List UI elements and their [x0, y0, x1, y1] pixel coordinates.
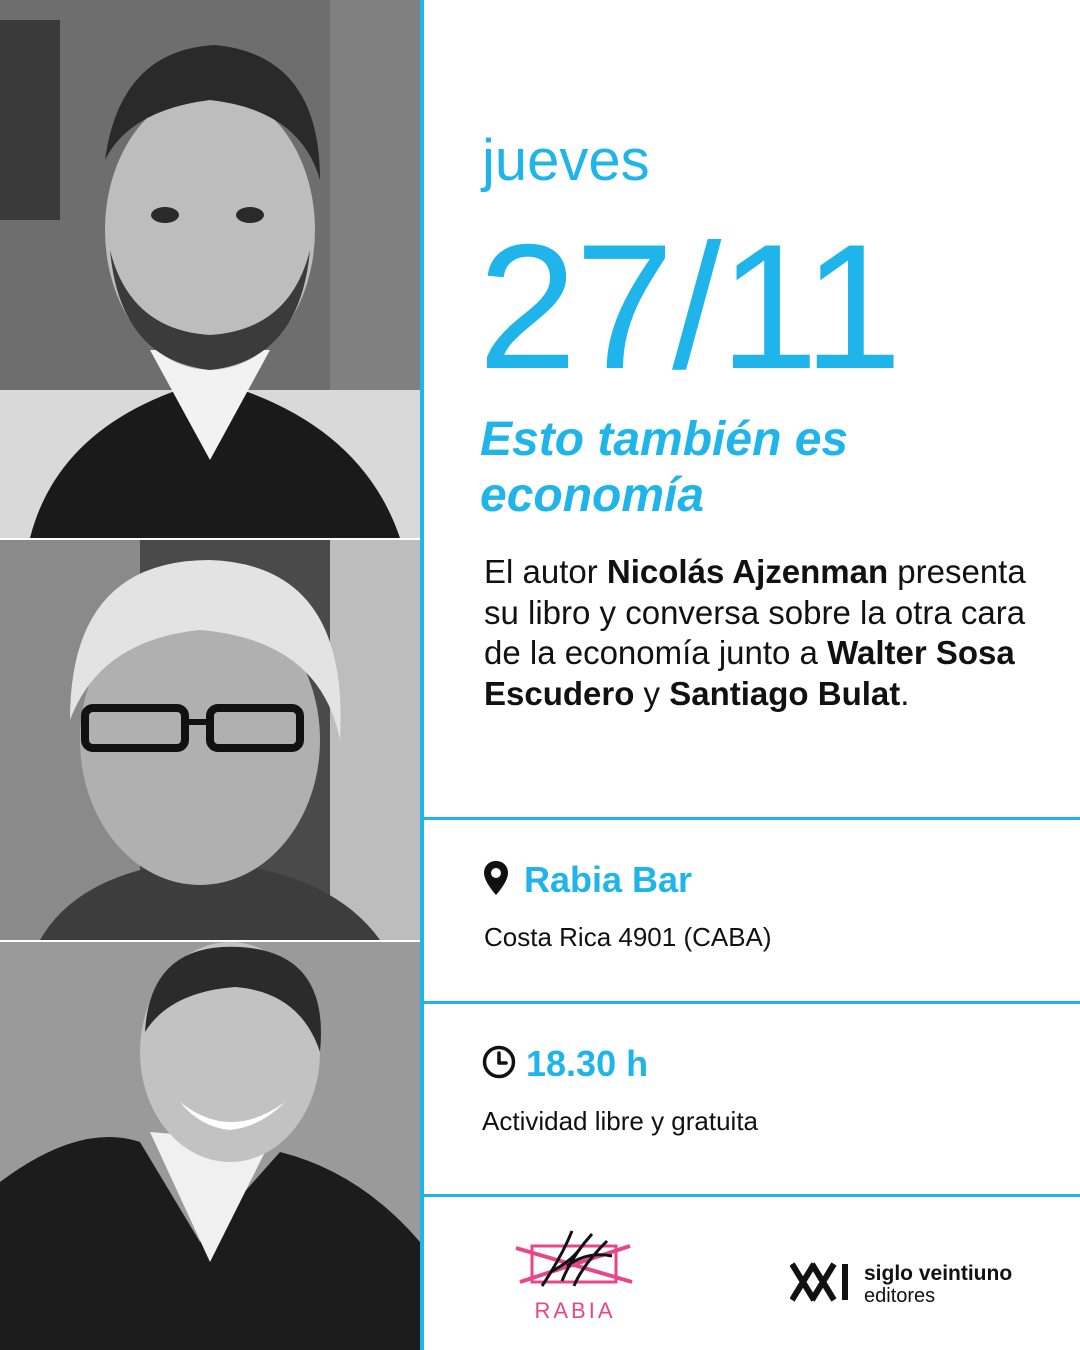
admission-note: Actividad libre y gratuita: [482, 1106, 759, 1136]
event-title: Esto también es economía: [480, 413, 849, 522]
venue-address: Costa Rica 4901 (CABA): [484, 922, 772, 952]
event-day: jueves: [482, 128, 650, 193]
desc-text: .: [900, 674, 910, 712]
clock-icon: [482, 1045, 516, 1084]
rabia-wordmark: RABIA: [534, 1298, 616, 1323]
siglo-subtitle: editores: [864, 1284, 936, 1307]
location-pin-icon: [484, 861, 508, 900]
venue-row: [484, 858, 692, 902]
siglo-veintiuno-logo: [790, 1262, 1012, 1307]
venue-name: Rabia Bar: [524, 859, 693, 900]
guest-name: Walter Sosa Escudero: [484, 634, 1015, 712]
divider-1: [422, 817, 1080, 820]
desc-text: El autor: [484, 553, 607, 590]
guest-name: Santiago Bulat: [669, 674, 901, 712]
photo-walter-sosa-escudero: [0, 540, 420, 940]
event-date: 27/11: [478, 207, 901, 406]
photo-santiago-bulat: [0, 942, 420, 1350]
divider-2: [422, 1001, 1080, 1004]
event-description: [484, 552, 1064, 714]
divider-3: [422, 1194, 1080, 1197]
event-time: 18.30 h: [526, 1043, 649, 1084]
siglo-name: siglo veintiuno: [864, 1261, 1013, 1285]
author-name: Nicolás Ajzenman: [606, 553, 889, 590]
desc-text: y: [634, 674, 670, 712]
vertical-divider: [420, 0, 424, 1350]
xxi-logo-icon: [790, 1262, 854, 1307]
desc-text: presenta su libro y conversa sobre la otra cara de la economía junto a: [484, 553, 1026, 671]
time-row: [482, 1042, 648, 1086]
photo-nicolas-ajzenman: [0, 0, 420, 538]
